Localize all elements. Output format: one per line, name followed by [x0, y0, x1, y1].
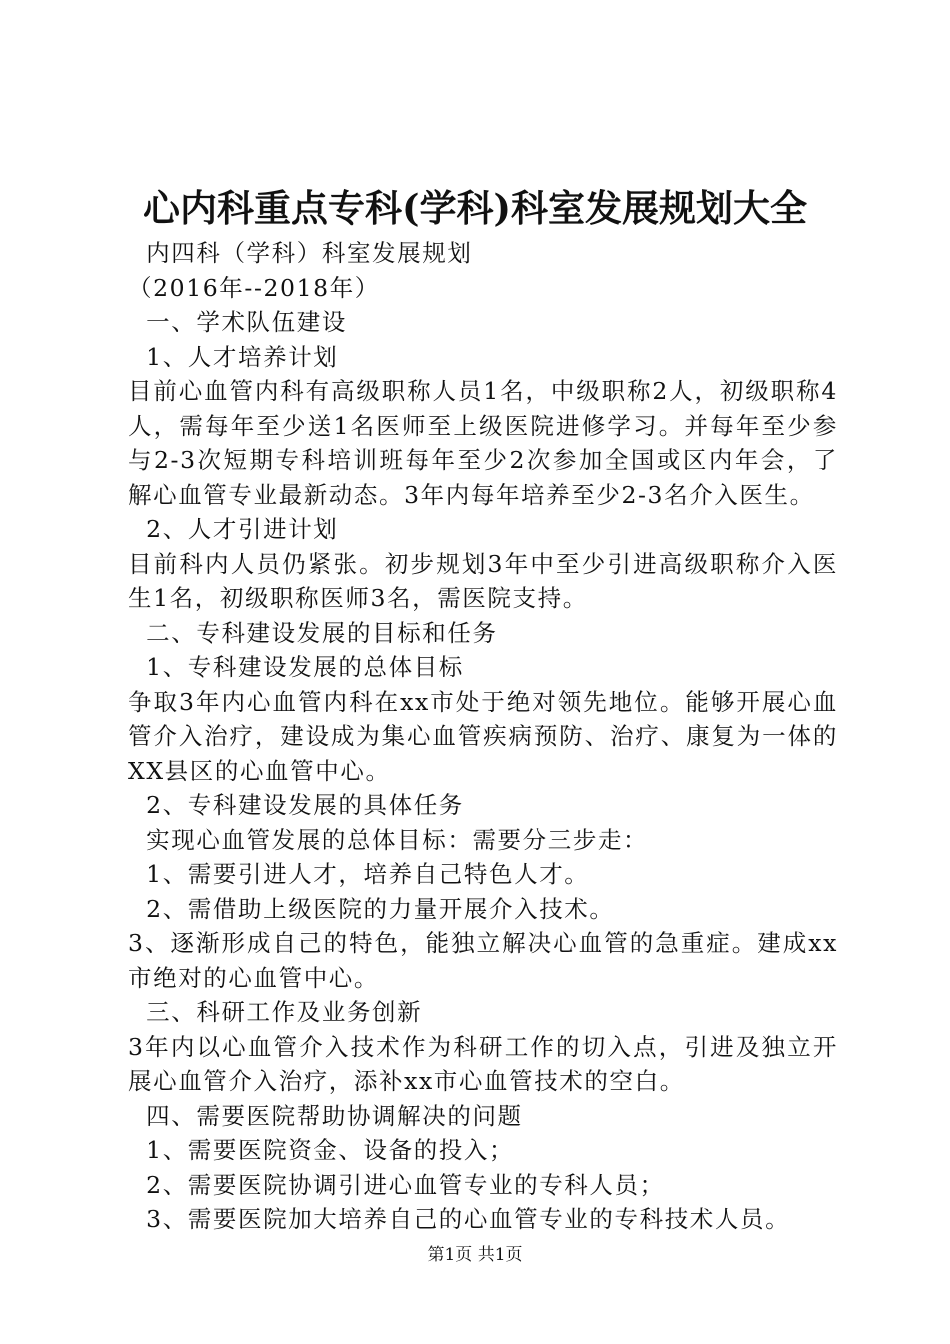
paragraph-overall-goal: 争取3年内心血管内科在xx市处于绝对领先地位。能够开展心血管介入治疗，建设成为集心血管疾病预防、治疗、康复为一体的XX县区的心血管中心。	[128, 687, 838, 785]
heading-overall-goal: 1、专科建设发展的总体目标	[128, 653, 464, 681]
subtitle-period: （2016年--2018年）	[128, 273, 380, 302]
document-title: 心内科重点专科(学科)科室发展规划大全	[142, 186, 807, 230]
paragraph-step-2: 2、需借助上级医院的力量开展介入技术。	[128, 894, 615, 923]
document-body	[128, 236, 838, 1237]
heading-section-4: 四、需要医院帮助协调解决的问题	[128, 1101, 523, 1130]
paragraph-step-3: 3、逐渐形成自己的特色，能独立解决心血管的急重症。建成xx市绝对的心血管中心。	[128, 929, 838, 992]
heading-talent-intro: 2、人才引进计划	[128, 515, 339, 543]
heading-talent-training: 1、人才培养计划	[128, 342, 339, 371]
paragraph-step-1: 1、需要引进人才，培养自己特色人才。	[128, 860, 590, 888]
heading-section-2: 二、专科建设发展的目标和任务	[128, 618, 498, 647]
paragraph-talent-training: 目前心血管内科有高级职称人员1名，中级职称2人，初级职称4人，需每年至少送1名医师至上级医院进修学习。并每年至少参与2-3次短期专科培训班每年至少2次参加全国或区内年会，了解心血管专业最新动态。3年内每年培养至少2-3名介入医生。	[128, 377, 838, 509]
paragraph-talent-intro: 目前科内人员仍紧张。初步规划3年中至少引进高级职称介入医生1名，初级职称医师3名，需医院支持。	[128, 549, 838, 612]
heading-specific-tasks: 2、专科建设发展的具体任务	[128, 791, 464, 819]
subtitle-department-plan: 内四科（学科）科室发展规划	[128, 239, 473, 267]
paragraph-issue-3: 3、需要医院加大培养自己的心血管专业的专科技术人员。	[128, 1205, 791, 1233]
heading-section-3: 三、科研工作及业务创新	[128, 998, 423, 1026]
paragraph-issue-2: 2、需要医院协调引进心血管专业的专科人员；	[128, 1170, 665, 1199]
heading-section-1: 一、学术队伍建设	[128, 308, 347, 336]
page-footer: 第1页 共1页	[427, 1245, 523, 1265]
paragraph-issue-1: 1、需要医院资金、设备的投入；	[128, 1136, 515, 1164]
paragraph-three-steps: 实现心血管发展的总体目标：需要分三步走：	[128, 825, 649, 854]
paragraph-research: 3年内以心血管介入技术作为科研工作的切入点，引进及独立开展心血管介入治疗，添补xx市心血管技术的空白。	[128, 1032, 838, 1095]
